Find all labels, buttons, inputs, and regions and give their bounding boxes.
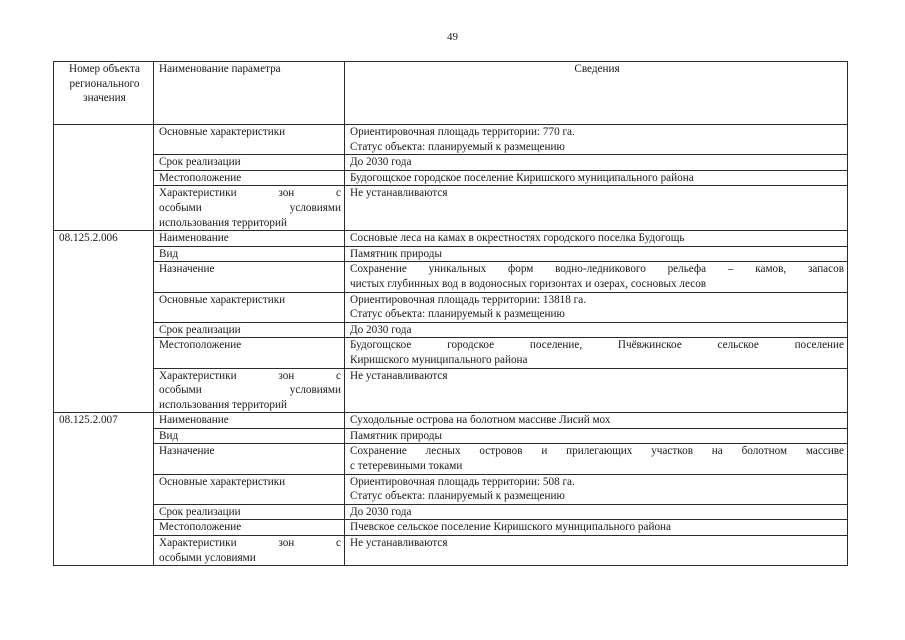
parameter-name-line: Характеристики зон с (159, 187, 341, 200)
details-cell (345, 322, 848, 338)
details-line: Ориентировочная площадь территории: 13818 га. (350, 293, 586, 306)
parameter-name-cell (154, 428, 345, 444)
details-cell (345, 413, 848, 429)
details-cell (345, 474, 848, 504)
details-cell (345, 428, 848, 444)
details-cell (345, 368, 848, 413)
table-row (54, 474, 848, 504)
table-row (54, 125, 848, 155)
parameter-name-cell (154, 322, 345, 338)
parameter-name-line: Срок реализации (159, 323, 241, 336)
table-row (54, 292, 848, 322)
table-row (54, 368, 848, 413)
parameter-name-cell (154, 246, 345, 262)
details-line: с тетеревиными токами (350, 460, 463, 473)
parameter-name-line: Характеристики зон с (159, 537, 341, 550)
table-row (54, 428, 848, 444)
parameter-name-line: Основные характеристики (159, 126, 286, 138)
parameter-name-cell (154, 536, 345, 566)
table-body (54, 125, 848, 566)
details-line: До 2030 года (350, 156, 412, 169)
details-line: Суходольные острова на болотном массиве Лисий мох (350, 414, 611, 427)
parameter-name-line: Назначение (159, 263, 215, 276)
parameter-name-cell (154, 292, 345, 322)
parameter-name-cell (154, 504, 345, 520)
details-line: До 2030 года (350, 323, 412, 336)
table-row (54, 170, 848, 186)
table-row (54, 520, 848, 536)
table-row (54, 444, 848, 474)
parameter-name-line: использования территорий (159, 398, 287, 411)
parameter-name-line: Основные характеристики (159, 293, 286, 306)
parameter-name-cell (154, 413, 345, 429)
header-parameter-name: Наименование параметра (154, 62, 345, 125)
details-line: Не устанавливаются (350, 537, 448, 550)
table-row (54, 155, 848, 171)
parameter-name-cell (154, 262, 345, 292)
parameter-name-line: Характеристики зон с (159, 369, 341, 382)
header-object-number: Номер объекта регионального значения (54, 62, 154, 125)
details-cell (345, 536, 848, 566)
table-row (54, 186, 848, 231)
parameter-name-line: Наименование (159, 414, 229, 427)
details-cell (345, 170, 848, 186)
details-cell (345, 155, 848, 171)
details-cell (345, 186, 848, 231)
details-cell (345, 504, 848, 520)
parameter-name-line: Основные характеристики (159, 475, 286, 488)
parameter-name-line: особыми условиями (159, 201, 341, 214)
object-number-cell (54, 125, 154, 231)
details-cell (345, 125, 848, 155)
parameter-name-line: Вид (159, 429, 179, 442)
parameter-name-line: Вид (159, 247, 179, 260)
details-cell (345, 338, 848, 368)
table-row (54, 504, 848, 520)
parameter-name-line: Срок реализации (159, 156, 241, 169)
details-cell (345, 262, 848, 292)
table-row (54, 322, 848, 338)
details-line: Будогощское городское поселение Киришского муниципального района (350, 171, 694, 184)
details-line: Сохранение уникальных форм водно-ледникового рельефа – камов, запасов (350, 263, 844, 276)
details-line: Ориентировочная площадь территории: 508 га. (350, 475, 575, 488)
table-row (54, 246, 848, 262)
parameter-name-line: Назначение (159, 445, 215, 458)
details-line: Статус объекта: планируемый к размещению (350, 140, 565, 153)
details-line: Ориентировочная площадь территории: 770 га. (350, 126, 575, 138)
details-line: чистых глубинных вод в водоносных горизонтах и озерах, сосновых лесов (350, 277, 707, 290)
table-row (54, 262, 848, 292)
details-line: Памятник природы (350, 247, 443, 260)
parameter-name-cell (154, 368, 345, 413)
details-line: До 2030 года (350, 505, 412, 518)
details-line: Пчевское сельское поселение Киришского муниципального района (350, 521, 672, 534)
details-cell (345, 444, 848, 474)
parameter-name-cell (154, 444, 345, 474)
parameter-name-line: особыми условиями (159, 551, 256, 564)
details-cell (345, 246, 848, 262)
table-header-row (54, 62, 848, 125)
parameter-name-line: Местоположение (159, 521, 242, 534)
table-row (54, 338, 848, 368)
parameter-name-line: Срок реализации (159, 505, 241, 518)
details-line: Памятник природы (350, 429, 443, 442)
object-number-cell: 08.125.2.007 (54, 413, 154, 566)
details-line: Статус объекта: планируемый к размещению (350, 308, 565, 321)
parameter-name-cell (154, 474, 345, 504)
parameter-name-line: особыми условиями (159, 384, 341, 397)
details-line: Киришского муниципального района (350, 353, 528, 366)
header-details: Сведения (345, 62, 848, 125)
details-line: Не устанавливаются (350, 187, 448, 200)
parameter-name-cell (154, 338, 345, 368)
details-cell (345, 292, 848, 322)
parameter-name-cell (154, 155, 345, 171)
details-line: Сосновые леса на камах в окрестностях городского поселка Будогощь (350, 232, 685, 245)
parameter-name-line: использования территорий (159, 216, 287, 229)
table-row (54, 413, 848, 429)
details-cell (345, 231, 848, 247)
parameter-name-cell (154, 125, 345, 155)
parameter-name-cell (154, 186, 345, 231)
parameter-name-cell (154, 170, 345, 186)
parameter-name-line: Местоположение (159, 339, 242, 352)
object-number-cell: 08.125.2.006 (54, 231, 154, 413)
table-row (54, 231, 848, 247)
regional-objects-table (53, 61, 848, 566)
parameter-name-line: Местоположение (159, 171, 242, 184)
details-cell (345, 520, 848, 536)
parameter-name-line: Наименование (159, 232, 229, 245)
table-row (54, 536, 848, 566)
details-line: Сохранение лесных островов и прилегающих участков на болотном массиве (350, 445, 844, 458)
page-number: 49 (447, 31, 458, 43)
details-line: Будогощское городское поселение, Пчёвжинское сельское поселение (350, 339, 844, 352)
details-line: Не устанавливаются (350, 369, 448, 382)
parameter-name-cell (154, 520, 345, 536)
details-line: Статус объекта: планируемый к размещению (350, 490, 565, 503)
parameter-name-cell (154, 231, 345, 247)
